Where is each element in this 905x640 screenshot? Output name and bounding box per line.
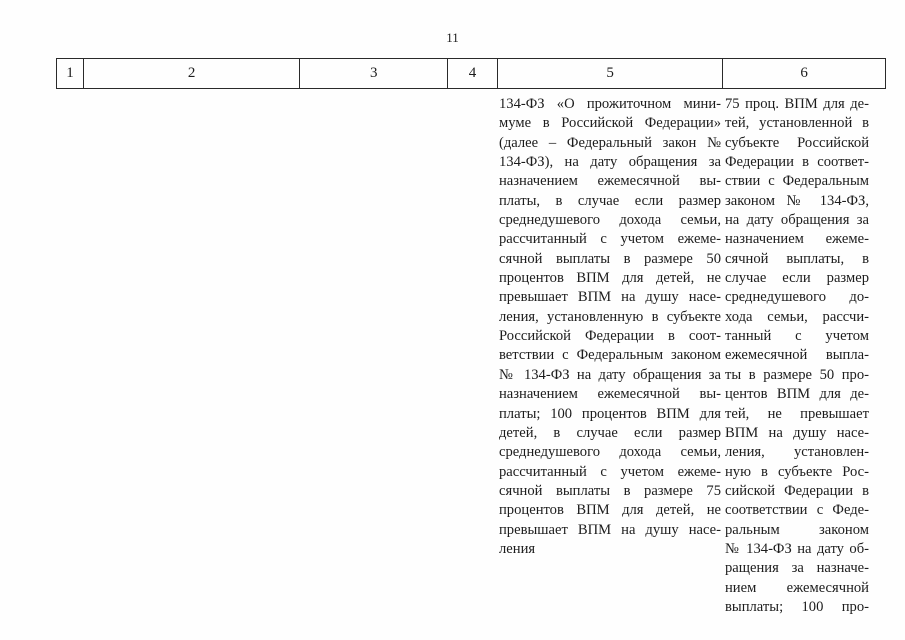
column-6-text	[725, 95, 869, 617]
text-line: случае если размер	[725, 270, 869, 287]
text-line: сячной выплаты в размере 50	[499, 250, 721, 267]
text-line: выплаты; 100 про-	[725, 598, 869, 615]
text-line: рассчитанный с учетом ежеме-	[499, 231, 721, 248]
text-line: детей, в случае если размер	[499, 424, 721, 441]
text-line: ращения за назначе-	[725, 560, 869, 577]
text-line: процентов ВПМ для детей, не	[499, 502, 721, 519]
header-cell-5: 5	[498, 59, 723, 88]
text-line: ления, установленную в субъекте	[499, 308, 721, 325]
text-line: среднедушевого дохода семьи,	[499, 212, 721, 229]
text-line: хода семьи, рассчи-	[725, 308, 869, 325]
page-number: 11	[446, 30, 459, 45]
text-line: субъекте Российской	[725, 134, 869, 151]
header-cell-2: 2	[84, 59, 300, 88]
text-line: ную в субъекте Рос-	[725, 463, 869, 480]
text-line: ления	[499, 540, 536, 557]
header-cell-6: 6	[800, 65, 808, 81]
text-line: Российской Федерации в соот-	[499, 328, 721, 345]
text-line: танный с учетом	[725, 328, 869, 345]
text-line: ты в размере 50 про-	[725, 366, 869, 383]
table-header-row	[56, 58, 886, 89]
text-line: 134-ФЗ), на дату обращения за	[499, 154, 721, 171]
text-line: тей, установленной в	[725, 115, 869, 132]
column-5-text	[499, 95, 721, 559]
text-line: № 134-ФЗ на дату обращения за	[499, 366, 721, 383]
text-line: назначением ежемесячной вы-	[499, 173, 721, 190]
text-line: процентов ВПМ для детей, не	[499, 270, 721, 287]
text-line: назначением ежемесячной вы-	[499, 386, 721, 403]
text-line: (далее – Федеральный закон №	[499, 134, 721, 151]
text-line: 75 проц. ВПМ для де-	[725, 96, 869, 112]
text-line: ствии с Федеральным	[725, 173, 869, 190]
text-line: ветствии с Федеральным законом	[499, 347, 721, 364]
text-line: среднедушевого до-	[725, 289, 869, 306]
text-line: платы, в случае если размер	[499, 192, 721, 209]
text-line: Федерации в соответ-	[725, 154, 869, 171]
text-line: № 134-ФЗ на дату об-	[725, 540, 869, 557]
text-line: сячной выплаты в размере 75	[499, 482, 721, 499]
text-line: сячной выплаты, в	[725, 250, 869, 267]
text-line: рассчитанный с учетом ежеме-	[499, 463, 721, 480]
text-line: нием ежемесячной	[725, 579, 869, 596]
text-line: среднедушевого дохода семьи,	[499, 444, 721, 461]
text-line: центов ВПМ для де-	[725, 386, 869, 403]
text-line: платы; 100 процентов ВПМ для	[499, 405, 721, 422]
text-line: ВПМ на душу насе-	[725, 424, 869, 441]
text-line: 134-ФЗ «О прожиточном мини-	[499, 96, 721, 112]
text-line: ления, установлен-	[725, 444, 869, 461]
header-cell-4: 4	[448, 59, 498, 88]
text-line: превышает ВПМ на душу насе-	[499, 289, 721, 306]
text-line: ежемесячной выпла-	[725, 347, 869, 364]
text-line: соответствии с Феде-	[725, 502, 869, 519]
text-line: ральным законом	[725, 521, 869, 538]
text-line: тей, не превышает	[725, 405, 869, 422]
text-line: сийской Федерации в	[725, 482, 869, 499]
text-line: законом № 134-ФЗ,	[725, 192, 869, 209]
text-line: назначением ежеме-	[725, 231, 869, 248]
header-cell-1: 1	[57, 59, 84, 88]
text-line: на дату обращения за	[725, 212, 869, 229]
text-line: муме в Российской Федерации»	[499, 115, 721, 132]
header-cell-3: 3	[300, 59, 448, 88]
text-line: превышает ВПМ на душу насе-	[499, 521, 721, 538]
